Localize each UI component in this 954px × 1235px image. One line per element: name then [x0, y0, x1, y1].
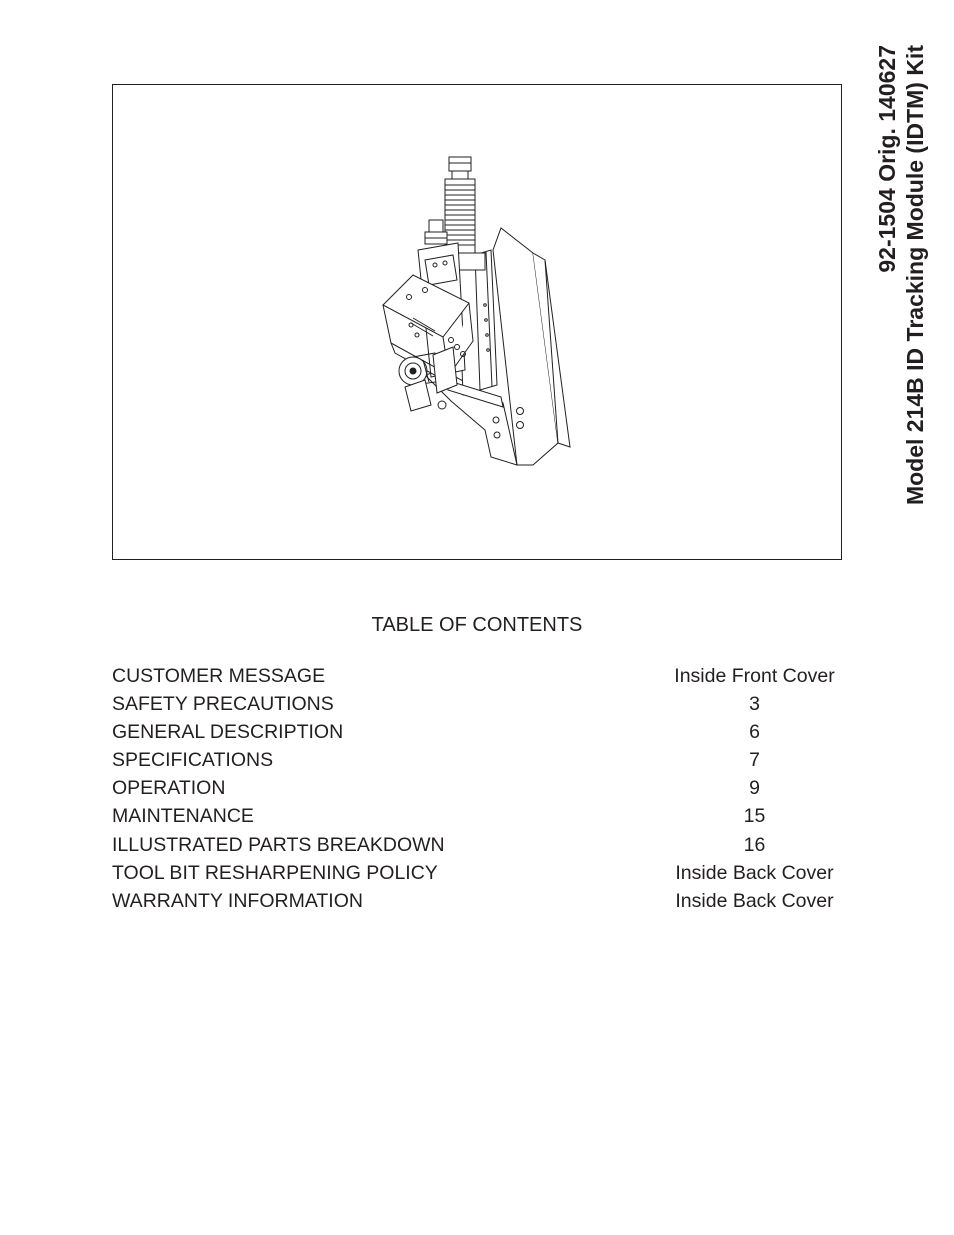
product-illustration-frame: [112, 84, 842, 560]
toc-entry-page: Inside Front Cover: [674, 665, 835, 687]
toc-entry-title: SPECIFICATIONS: [112, 749, 274, 772]
toc-entry: [112, 833, 842, 861]
document-number: 92-1504 Orig. 140627: [874, 45, 900, 273]
toc-entry-page: Inside Back Cover: [675, 889, 834, 912]
toc-entry-page: 9: [749, 777, 760, 800]
toc-entry: [112, 889, 842, 917]
toc-heading: TABLE OF CONTENTS: [371, 614, 583, 636]
toc-entry-page: 7: [749, 749, 760, 772]
toc-entry-title: GENERAL DESCRIPTION: [112, 721, 344, 744]
adjuster-knob: [425, 220, 447, 244]
toc-entry: [112, 664, 842, 692]
toc-entry: [112, 692, 842, 720]
toc-entry-title: OPERATION: [112, 777, 226, 800]
toc-entry: [112, 776, 842, 804]
toc-entry: [112, 720, 842, 748]
toc-entry-title: WARRANTY INFORMATION: [112, 889, 363, 912]
toc-entry-page: 15: [743, 805, 766, 828]
toc-entry-page: 6: [749, 721, 760, 744]
toc-entry: [112, 748, 842, 776]
tracking-module-illustration: [113, 85, 841, 559]
document-side-title: [873, 45, 929, 545]
document-title: Model 214B ID Tracking Module (IDTM) Kit: [902, 45, 928, 506]
toc-entry-title: ILLUSTRATED PARTS BREAKDOWN: [112, 833, 445, 856]
toc-entry-title: TOOL BIT RESHARPENING POLICY: [112, 861, 438, 884]
toc-entry: [112, 804, 842, 832]
toc-list: [112, 664, 842, 917]
toc-entry-page: Inside Back Cover: [675, 861, 834, 884]
toc-entry: [112, 861, 842, 889]
toc-entry-page: 3: [749, 693, 760, 716]
toc-entry-title: SAFETY PRECAUTIONS: [112, 693, 334, 716]
toc-entry-title: CUSTOMER MESSAGE: [112, 665, 326, 687]
toc-entry-title: MAINTENANCE: [112, 805, 254, 828]
toc-entry-page: 16: [743, 833, 766, 856]
